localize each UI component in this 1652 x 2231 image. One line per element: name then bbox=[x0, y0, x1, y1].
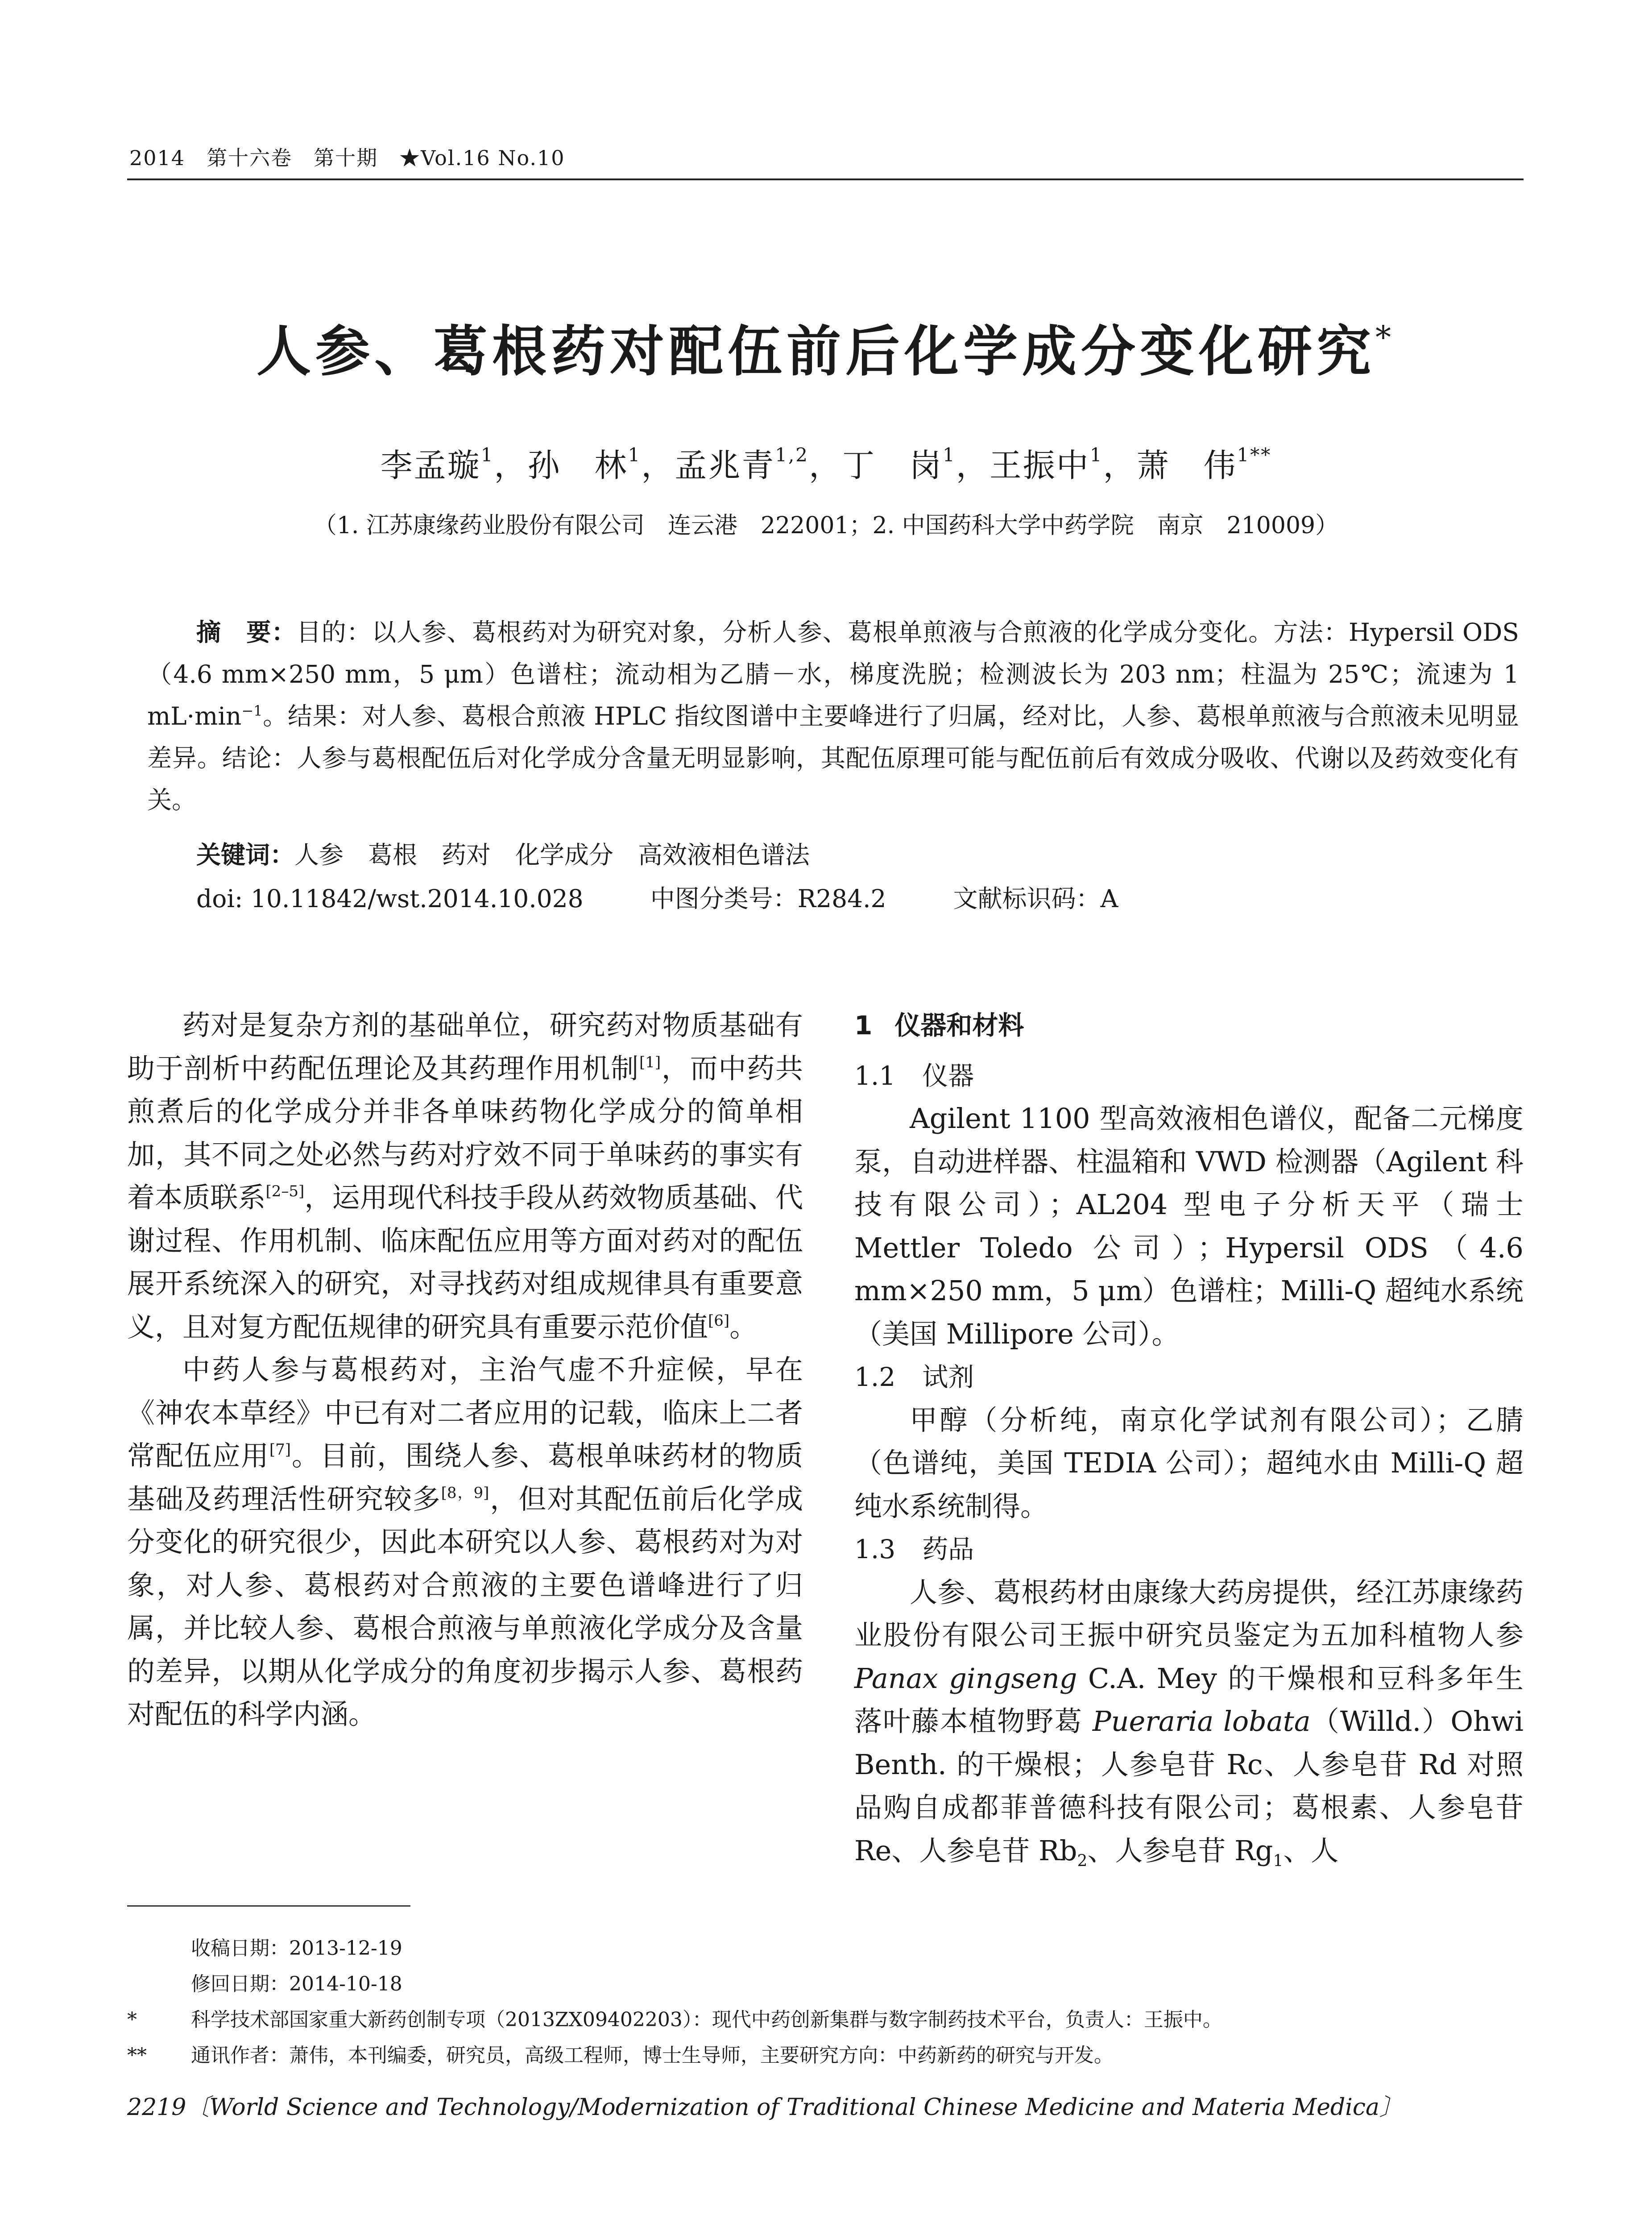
author-name: 李孟璇 bbox=[380, 447, 481, 484]
paper-title bbox=[0, 308, 1652, 386]
running-head: 2014 第十六卷 第十期 ★Vol.16 No.10 bbox=[129, 146, 565, 170]
author-list: 李孟璇$^1$，孙 林$^1$，孟兆青$^{1,2}$，丁 岗$^1$，王振中$^1$，萧 伟$^{1**}$ bbox=[380, 444, 1272, 484]
body-paragraph: Agilent 1100 型高效液相色谱仪，配备二元梯度泵，自动进样器、柱温箱和 VWD 检测器（Agilent 科技有限公司）；AL204 型电子分析天平（瑞士 Mettler Toledo 公司）；Hypersil ODS（4.6 mm×250 mm，5 μm）色谱柱；Milli-Q 超纯水系统（美国 Millipore 公司）。 bbox=[854, 1102, 1524, 1350]
text-run: （Willd.）Ohwi Benth. 的干燥根；人参皂苷 Rc、人参皂苷 Rd 对照品购自成都菲普德科技有限公司；葛根素、人参皂苷 Re、人参皂苷 Rb bbox=[854, 1705, 1524, 1867]
footnote-text: 科学技术部国家重大新药创制专项（2013ZX09402203）：现代中药创新集群与数字制药技术平台，负责人：王振中。 bbox=[191, 2008, 1222, 2031]
keywords-label: 关键词： bbox=[196, 841, 295, 869]
body-paragraph bbox=[127, 1348, 803, 1736]
text-run: 药对是复杂方剂的基础单位，研究药对物质基础有助于剖析中药配伍理论及其药理作用机制 bbox=[127, 1009, 803, 1085]
latin-name: Panax gingseng bbox=[854, 1662, 1077, 1695]
keywords bbox=[196, 835, 810, 871]
author-affiliation: 1 bbox=[1089, 444, 1103, 466]
author-name: 王振中 bbox=[989, 447, 1090, 484]
citation[interactable]: [2–5] bbox=[265, 1182, 305, 1200]
subsection-number: 1.2 bbox=[854, 1362, 896, 1392]
body-paragraph bbox=[854, 1571, 1524, 1873]
text-run: 。 bbox=[729, 1310, 758, 1343]
footnote-text: 通讯作者：萧伟，本刊编委，研究员，高级工程师，博士生导师，主要研究方向：中药新药的研究与开发。 bbox=[191, 2044, 1114, 2067]
subsection-title: 药品 bbox=[922, 1534, 974, 1564]
section-title: 仪器和材料 bbox=[894, 1010, 1024, 1041]
abstract-label: 摘 要： bbox=[196, 618, 297, 647]
author-name: 孙 林 bbox=[527, 447, 628, 484]
author-affiliation: 1,2 bbox=[775, 444, 809, 466]
document-code: 文献标识码：A bbox=[953, 884, 1118, 913]
footnote-rule bbox=[127, 1905, 410, 1907]
citation[interactable]: [8，9] bbox=[441, 1484, 489, 1502]
page-footer: 2219〔World Science and Technology/Modernization of Traditional Chinese Medicine and Materia Medica〕 bbox=[127, 2094, 1403, 2121]
subscript: 1 bbox=[1273, 1851, 1284, 1870]
author-name: 孟兆青 bbox=[675, 447, 775, 484]
footnote-funding bbox=[127, 2003, 1222, 2032]
section-number: 1 bbox=[854, 1010, 873, 1041]
abstract-text-2: 。结果：对人参、葛根合煎液 HPLC 指纹图谱中主要峰进行了归属，经对比，人参、葛根单煎液与合煎液未见明显差异。结论：人参与葛根配伍后对化学成分含量无明显影响，其配伍原理可能与配伍前后有效成分吸收、代谢以及药效变化有关。 bbox=[147, 702, 1519, 814]
citation[interactable]: [6] bbox=[708, 1311, 730, 1330]
title-text: 人参、葛根药对配伍前后化学成分变化研究 bbox=[257, 319, 1375, 383]
text-run: ，而中药共煎煮后的化学成分并非各单味药物化学成分的简单相加，其不同之处必然与药对疗效不同于单味药的事实有着本质联系 bbox=[127, 1052, 803, 1214]
clc-number: 中图分类号：R284.2 bbox=[650, 884, 886, 913]
subsection-title: 仪器 bbox=[922, 1060, 974, 1091]
subsection-number: 1.3 bbox=[854, 1534, 896, 1564]
text-run: 中药人参与葛根药对，主治气虚不升症候，早在《神农本草经》中已有对二者应用的记载，临床上二者常配伍应用 bbox=[127, 1353, 803, 1472]
citation[interactable]: [7] bbox=[269, 1441, 291, 1459]
doi: doi: 10.11842/wst.2014.10.028 bbox=[196, 884, 584, 913]
abstract-text-1: 目的：以人参、葛根药对为研究对象，分析人参、葛根单煎液与合煎液的化学成分变化。方法：Hypersil ODS（4.6 mm×250 mm，5 μm）色谱柱；流动相为乙腈－水，梯度洗脱；检测波长为 203 nm；柱温为 25℃；流速为 1 mL·min bbox=[147, 618, 1519, 730]
latin-name: Pueraria lobata bbox=[1092, 1705, 1311, 1738]
body-paragraph: 甲醇（分析纯，南京化学试剂有限公司）；乙腈（色谱纯，美国 TEDIA 公司）；超纯水由 Milli-Q 超纯水系统制得。 bbox=[854, 1403, 1524, 1522]
abstract bbox=[147, 611, 1519, 821]
section-heading bbox=[854, 1004, 1524, 1047]
keywords-text: 人参 葛根 药对 化学成分 高效液相色谱法 bbox=[294, 841, 810, 869]
author-affiliation: 1** bbox=[1237, 444, 1272, 466]
text-run: 、人参皂苷 Rg bbox=[1087, 1834, 1273, 1867]
doi-line bbox=[196, 879, 1118, 914]
subsection-heading bbox=[854, 1528, 1524, 1571]
text-run: 。目前，围绕人参、葛根单味药材的物质基础及药理活性研究较多 bbox=[127, 1439, 803, 1515]
header-rule bbox=[127, 178, 1524, 180]
footnote-corresponding bbox=[127, 2039, 1114, 2068]
left-column bbox=[127, 1004, 803, 1736]
footnote-received: 收稿日期：2013-12-19 bbox=[191, 1937, 402, 1960]
affiliations: （1. 江苏康缘药业股份有限公司 连云港 222001；2. 中国药科大学中药学院 南京 210009） bbox=[313, 512, 1339, 539]
footnote-mark: ** bbox=[127, 2044, 147, 2067]
text-run: 人参、葛根药材由康缘大药房提供，经江苏康缘药业股份有限公司王振中研究员鉴定为五加科植物人参 bbox=[854, 1576, 1524, 1651]
author-name: 萧 伟 bbox=[1136, 447, 1237, 484]
subsection-number: 1.1 bbox=[854, 1060, 896, 1091]
text-run: C.A. Mey 的干燥根和豆科多年生落叶藤本植物野葛 bbox=[854, 1662, 1524, 1738]
subscript: 2 bbox=[1077, 1851, 1088, 1870]
subsection-title: 试剂 bbox=[922, 1362, 974, 1392]
abstract-superscript: −1 bbox=[241, 702, 263, 719]
author-affiliation: 1 bbox=[943, 444, 956, 466]
right-column bbox=[854, 1004, 1524, 1872]
author-name: 丁 岗 bbox=[842, 447, 943, 484]
subsection-heading bbox=[854, 1356, 1524, 1399]
text-run: ，运用现代科技手段从药效物质基础、代谢过程、作用机制、临床配伍应用等方面对药对的配伍展开系统深入的研究，对寻找药对组成规律具有重要意义，且对复方配伍规律的研究具有重要示范价值 bbox=[127, 1181, 803, 1343]
author-affiliation: 1 bbox=[480, 444, 494, 466]
text-run: ，但对其配伍前后化学成分变化的研究很少，因此本研究以人参、葛根药对为对象，对人参、葛根药对合煎液的主要色谱峰进行了归属，并比较人参、葛根合煎液与单煎液化学成分及含量的差异，以期从化学成分的角度初步揭示人参、葛根药对配伍的科学内涵。 bbox=[127, 1482, 803, 1730]
author-affiliation: 1 bbox=[628, 444, 642, 466]
footnote-mark: * bbox=[127, 2008, 137, 2031]
text-run: 、人 bbox=[1283, 1834, 1339, 1867]
citation[interactable]: [1] bbox=[639, 1053, 661, 1071]
footnote-revised: 修回日期：2014-10-18 bbox=[191, 1973, 402, 1995]
body-paragraph bbox=[127, 1004, 803, 1348]
title-mark: * bbox=[1375, 319, 1395, 356]
subsection-heading bbox=[854, 1054, 1524, 1098]
